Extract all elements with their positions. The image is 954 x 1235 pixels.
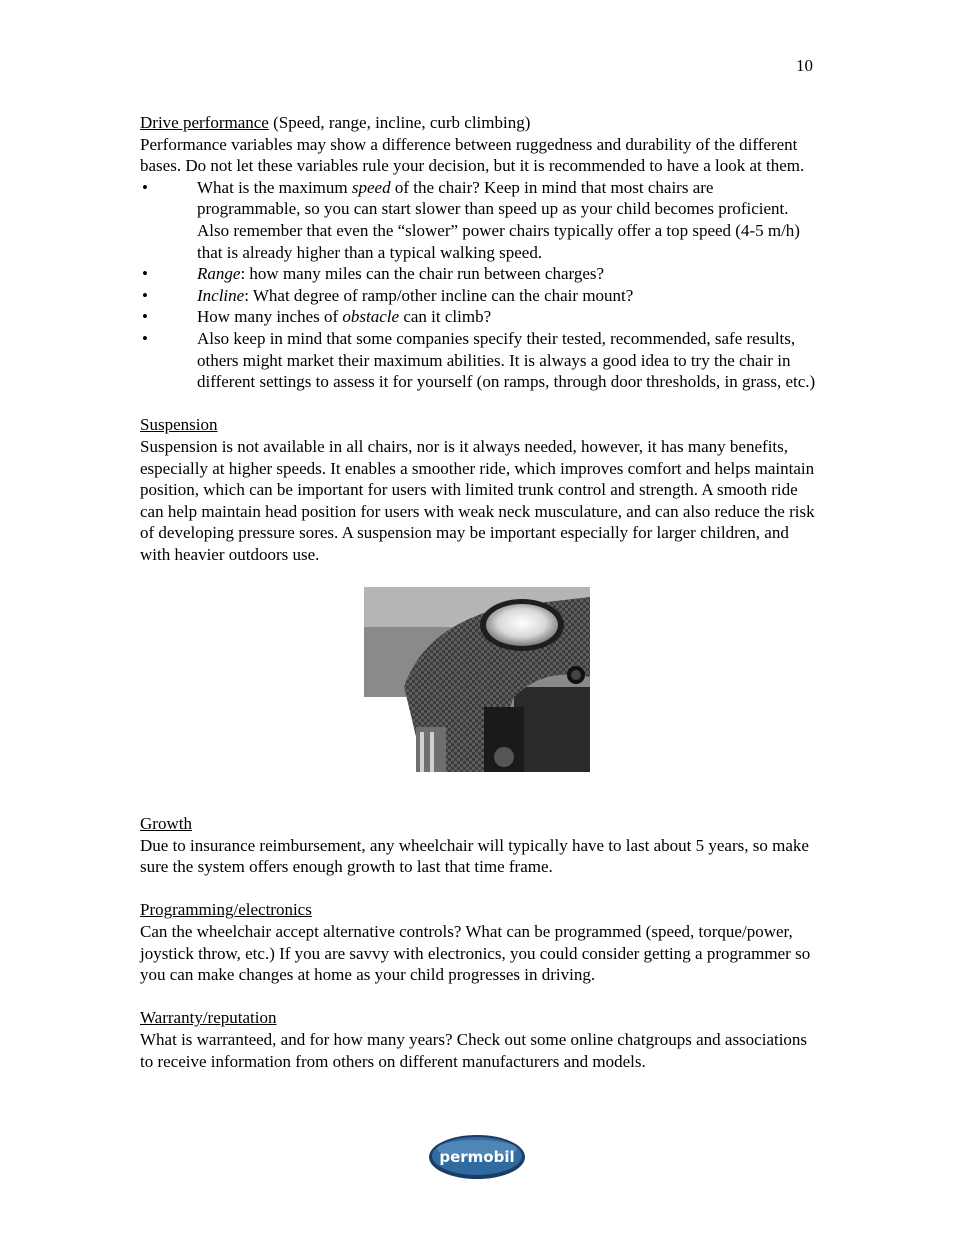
drive-performance-heading-suffix: (Speed, range, incline, curb climbing) [268, 113, 531, 132]
photo-container [140, 587, 816, 813]
list-item-obstacle [140, 306, 816, 328]
suspension-heading: Suspension [140, 415, 218, 435]
drive-performance-heading-line [140, 112, 816, 134]
suspension-section [140, 414, 816, 565]
list-item-incline [140, 285, 816, 307]
bullet-icon: • [142, 177, 148, 197]
bullet-emphasis: Incline [197, 285, 245, 305]
list-item-testing [140, 328, 816, 393]
bullet-text: can it climb? [399, 307, 492, 327]
programming-heading: Programming/electronics [140, 900, 312, 920]
bullet-text: : What degree of ramp/other incline can the chair mount? [244, 285, 634, 305]
page-number: 10 [796, 56, 813, 75]
warranty-heading: Warranty/reputation [140, 1008, 277, 1028]
bullet-text: : how many miles can the chair run between charges? [240, 264, 605, 284]
suspension-body: Suspension is not available in all chairs, nor is it always needed, however, it has many benefits, especially at higher speeds. It enables a smoother ride, which improves comfort and helps maintain position, which can be important for users with limited trunk control and strength. A smooth ride can help maintain head position for users with weak neck musculature, and can also reduce the risk of developing pressure sores. A suspension may be important especially for larger children, and with heavier outdoors use. [140, 436, 815, 564]
growth-body: Due to insurance reimbursement, any wheelchair will typically have to last about 5 years, so make sure the system offers enough growth to last that time frame. [140, 835, 809, 877]
bullet-text: Also keep in mind that some companies specify their tested, recommended, safe results, others might market their maximum abilities. It is always a good idea to try the chair in different settings to assess it for yourself (on ramps, through door thresholds, in grass, etc.) [197, 328, 816, 392]
drive-performance-list [140, 177, 816, 393]
bullet-icon: • [142, 307, 148, 327]
list-item-range [140, 263, 816, 285]
bullet-emphasis: obstacle [342, 307, 400, 327]
bullet-text: How many inches of [197, 307, 343, 327]
permobil-logo-icon [428, 1134, 526, 1180]
bullet-icon: • [142, 264, 148, 284]
bullet-icon: • [142, 285, 148, 305]
programming-body: Can the wheelchair accept alternative controls? What can be programmed (speed, torque/power, joystick throw, etc.) If you are savvy with electronics, you could consider getting a programmer so you can make changes at home as your child progresses in driving. [140, 922, 811, 985]
bullet-icon: • [142, 328, 148, 348]
list-item-speed [140, 177, 816, 263]
bullet-text: of the chair? Keep in mind that most chairs are programmable, so you can start slower than speed up as your child becomes proficient. Also remember that even the “slower” power chairs typically offer a top speed (4-5 m/h) that is already higher than a typical walking speed. [197, 177, 800, 262]
wheelchair-suspension-photo [364, 587, 590, 772]
warranty-body: What is warranteed, and for how many years? Check out some online chatgroups and associations to receive information from others on different manufacturers and models. [140, 1030, 808, 1071]
warranty-section [140, 1007, 816, 1072]
document-body [140, 112, 816, 1094]
drive-performance-section [140, 112, 816, 393]
permobil-logo [428, 1134, 526, 1180]
svg-text:permobil: permobil [439, 1148, 515, 1166]
photo-illustration [364, 587, 590, 772]
bullet-emphasis: speed [351, 177, 391, 197]
drive-performance-intro: Performance variables may show a difference between ruggedness and durability of the different bases. Do not let these variables rule your decision, but it is recommended to have a look at them. [140, 134, 805, 176]
growth-heading: Growth [140, 814, 192, 834]
drive-performance-heading: Drive performance [140, 113, 269, 132]
growth-section [140, 813, 816, 878]
bullet-text: What is the maximum [197, 177, 352, 197]
programming-section [140, 899, 816, 985]
bullet-emphasis: Range [197, 264, 241, 284]
